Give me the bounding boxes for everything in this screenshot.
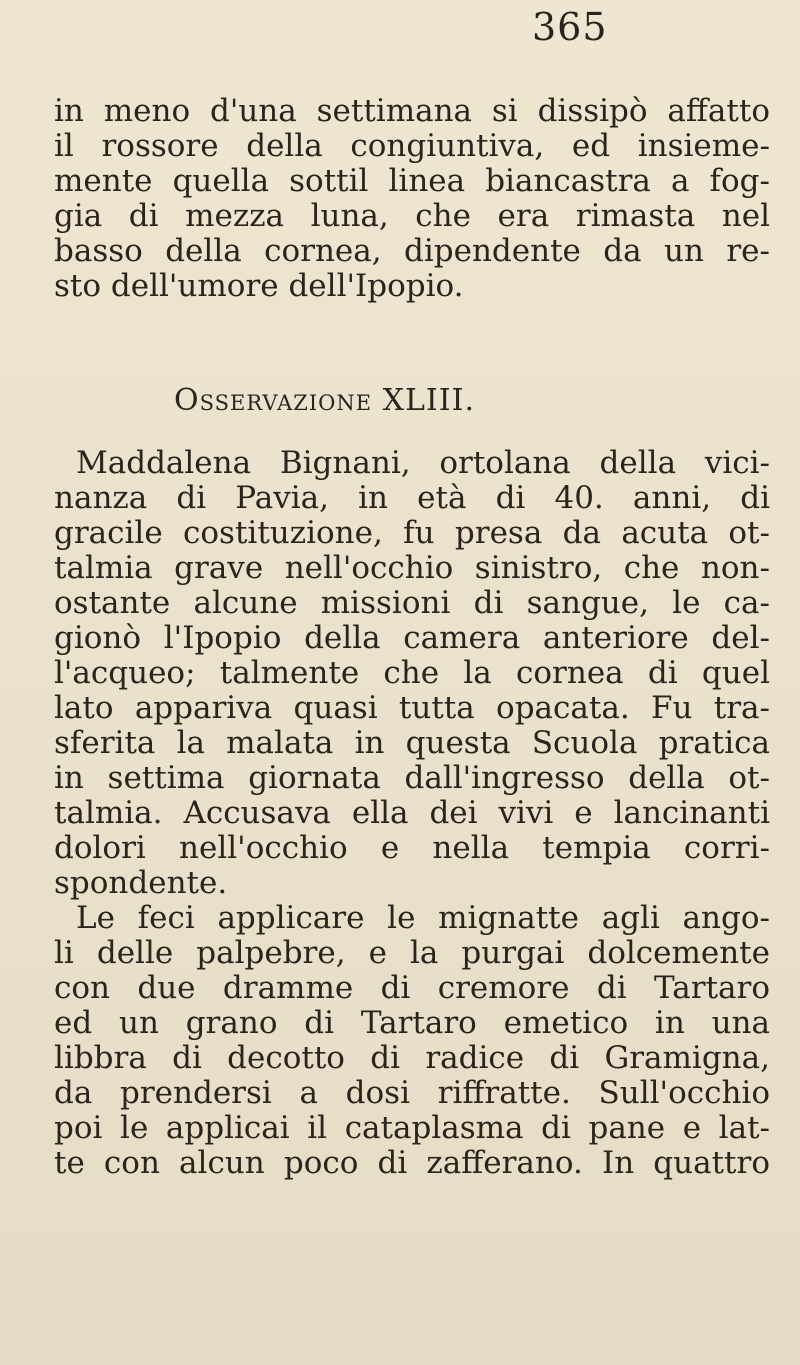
text-line: spondente. <box>54 865 228 901</box>
text-line: te con alcun poco di zafferano. In quattro <box>54 1145 770 1181</box>
paragraph-top <box>54 94 770 304</box>
text-line: Maddalena Bignani, ortolana della vici- <box>76 445 770 481</box>
text-line: poi le applicai il cataplasma di pane e lat- <box>54 1110 770 1146</box>
text-line: gracile costituzione, fu presa da acuta ot- <box>54 515 770 551</box>
text-line: Le feci applicare le mignatte agli ango- <box>76 900 770 936</box>
text-line: li delle palpebre, e la purgai dolcemente <box>54 935 770 971</box>
text-line: il rossore della congiuntiva, ed insieme- <box>54 128 770 164</box>
text-line: sto dell'umore dell'Ipopio. <box>54 268 464 304</box>
text-line: l'acqueo; talmente che la cornea di quel <box>54 655 770 691</box>
text-line: nanza di Pavia, in età di 40. anni, di <box>54 480 770 516</box>
text-line: lato appariva quasi tutta opacata. Fu tra- <box>54 690 770 726</box>
text-line: mente quella sottil linea biancastra a fog- <box>54 163 770 199</box>
paragraph-main <box>54 446 770 1181</box>
text-line: libbra di decotto di radice di Gramigna, <box>54 1040 770 1076</box>
page-number: 365 <box>532 5 608 49</box>
text-line: talmia grave nell'occhio sinistro, che non- <box>54 550 770 586</box>
text-line: da prendersi a dosi riffratte. Sull'occhio <box>54 1075 770 1111</box>
text-line: dolori nell'occhio e nella tempia corri- <box>54 830 770 866</box>
text-line: gionò l'Ipopio della camera anteriore del- <box>54 620 770 656</box>
text-line: in settima giornata dall'ingresso della ot- <box>54 760 770 796</box>
text-line: talmia. Accusava ella dei vivi e lancinanti <box>54 795 770 831</box>
text-line: ed un grano di Tartaro emetico in una <box>54 1005 770 1041</box>
text-line: gia di mezza luna, che era rimasta nel <box>54 198 770 234</box>
text-line: in meno d'una settimana si dissipò affatto <box>54 93 770 129</box>
text-line: sferita la malata in questa Scuola pratica <box>54 725 770 761</box>
text-line: basso della cornea, dipendente da un re- <box>54 233 770 269</box>
section-heading: Osservazione XLIII. <box>174 383 476 418</box>
text-line: con due dramme di cremore di Tartaro <box>54 970 770 1006</box>
text-line: ostante alcune missioni di sangue, le ca- <box>54 585 770 621</box>
